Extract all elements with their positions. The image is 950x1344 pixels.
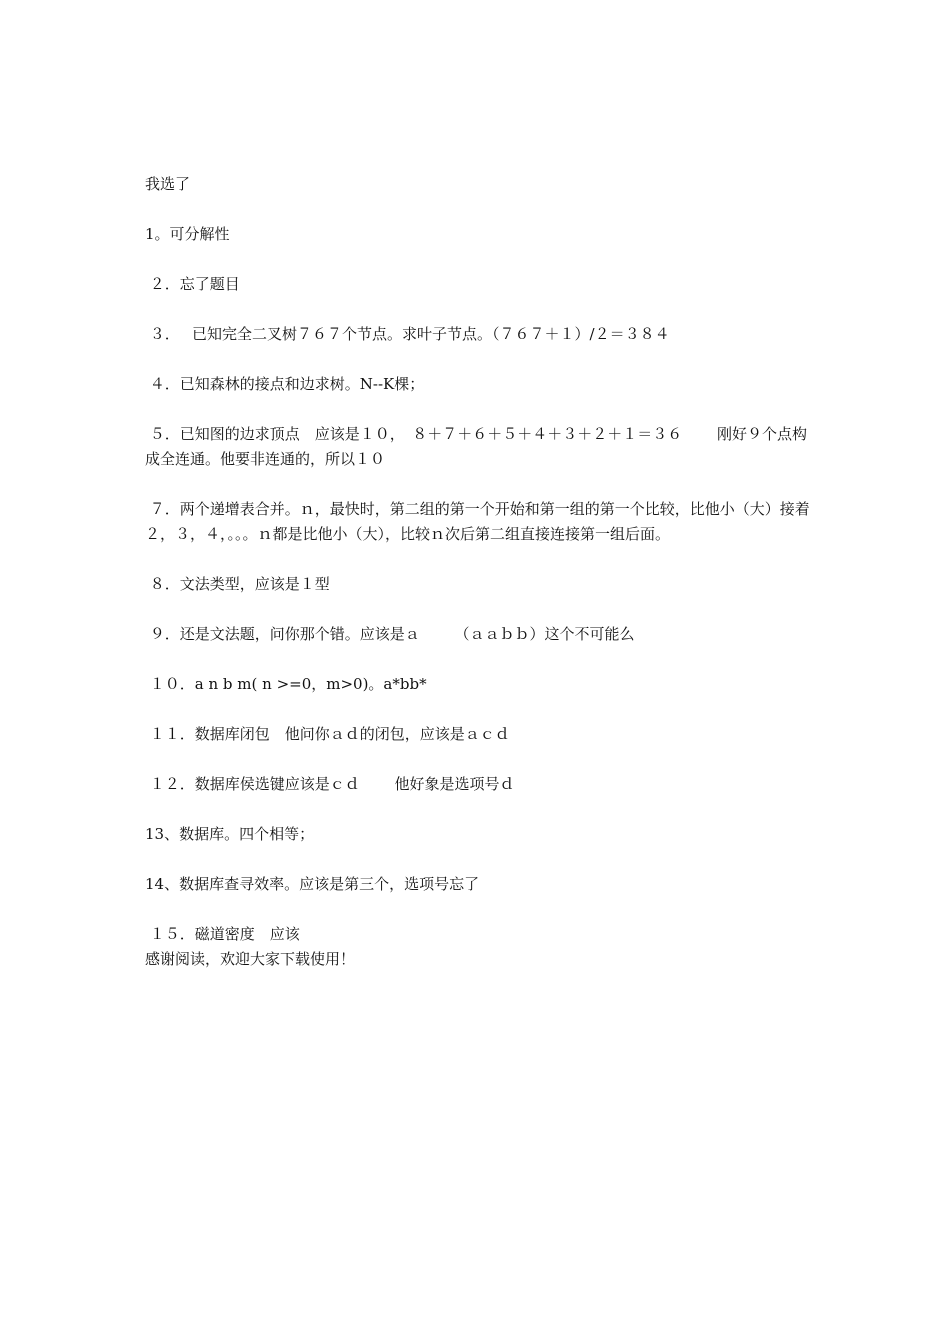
paragraph-item-2: ２．忘了题目 [145, 275, 240, 293]
paragraph-item-7: ７．两个递增表合并。ｎ，最快时，第二组的第一个开始和第一组的第一个比较，比他小（大）接着２，３，４，。。。ｎ都是比他小（大），比较ｎ次后第二组直接连接第一组后面。 [145, 500, 810, 543]
paragraph-item-14: 14、数据库查寻效率。应该是第三个，选项号忘了 [145, 875, 480, 893]
paragraph-item-8: ８．文法类型，应该是１型 [145, 575, 330, 593]
paragraph-item-11: １１．数据库闭包 他问你ａｄ的闭包，应该是ａｃｄ [145, 725, 510, 743]
paragraph-item-4: ４．已知森林的接点和边求树。N--K棵； [145, 375, 425, 393]
paragraph-item-3: ３． 已知完全二叉树７６７个节点。求叶子节点。（７６７＋１）/２＝３８４ [145, 325, 670, 343]
paragraph-item-15: １５．磁道密度 应该 [145, 925, 300, 943]
closing-note: 感谢阅读，欢迎大家下载使用！ [145, 950, 356, 968]
paragraph-item-1: 1。可分解性 [145, 225, 230, 243]
paragraph-item-5: ５．已知图的边求顶点 应该是１０， ８＋７＋６＋５＋４＋３＋２＋１＝３６ 刚好９个点构成全连通。他要非连通的，所以１０ [145, 425, 808, 468]
document-body [145, 172, 810, 972]
paragraph-item-10: １０．a n b m( n >=0，m>0)。a*bb* [145, 675, 427, 693]
paragraph-item-9: ９．还是文法题，问你那个错。应该是ａ （ａａｂｂ）这个不可能么 [145, 625, 635, 643]
paragraph-intro: 我选了 [145, 175, 191, 193]
paragraph-item-12: １２．数据库侯选键应该是ｃｄ 他好象是选项号ｄ [145, 775, 515, 793]
paragraph-item-13: 13、数据库。四个相等； [145, 825, 315, 843]
